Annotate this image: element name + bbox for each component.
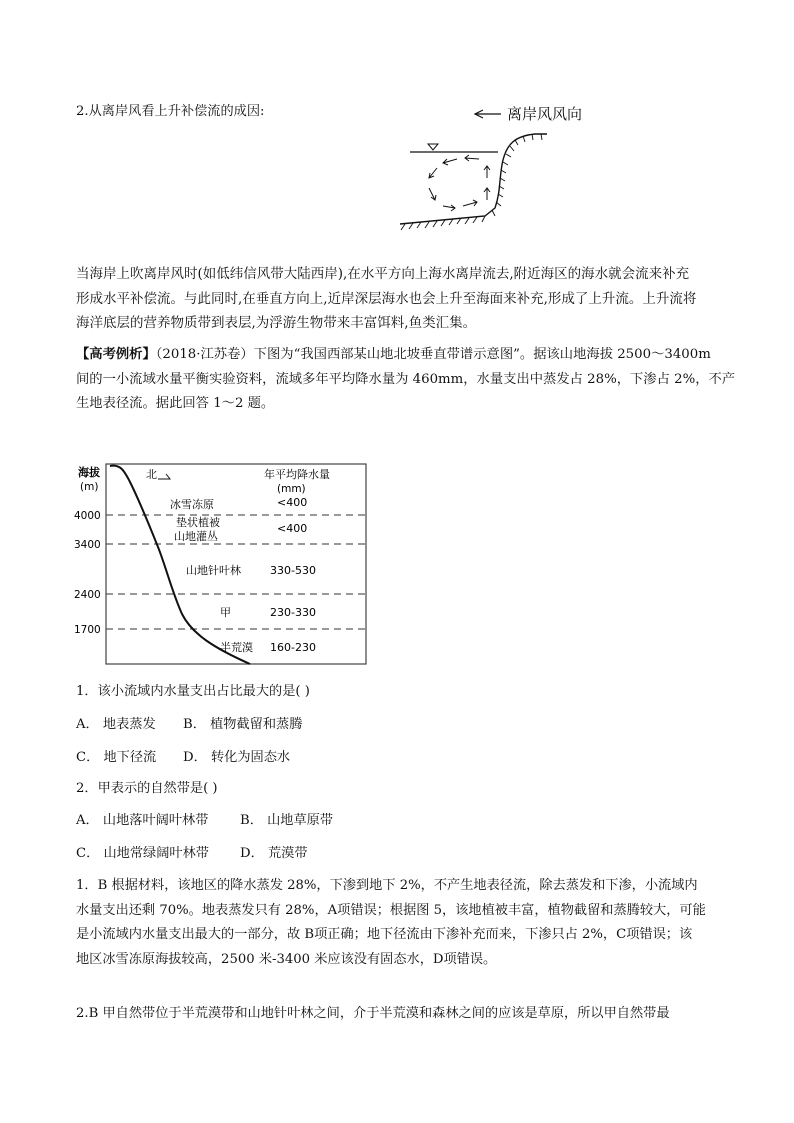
circulation-arrows [429, 155, 490, 211]
example-tag: 【高考例析】 [76, 347, 156, 362]
zone-precip: 330-530 [270, 564, 316, 577]
answer-line: 水量支出还剩 70%。地表蒸发只有 28%，A项错误；根据图 5，该地植被丰富，植物截留和蒸腾较大，可能 [76, 902, 706, 918]
seabed-hatching [401, 134, 542, 230]
zone-name: 山地针叶林 [186, 564, 241, 577]
example-line: （2018·江苏卷）下图为“我国西部某山地北坡垂直带谱示意图”。据该山地海拔 2500～3400m [155, 347, 711, 362]
q1-option-a: A． 地表蒸发 [76, 717, 156, 732]
explanation-line: 当海岸上吹离岸风时(如低纬信风带大陆西岸),在水平方向上海水离岸流去,附近海区的海水就会流来补充 [76, 266, 690, 282]
zone-precip: 230-330 [270, 606, 316, 619]
answer-line: 是小流域内水量支出最大的一部分，故 B项正确；地下径流由下渗补充而来，下渗只占 2%，C项错误；该 [76, 927, 693, 942]
zone-precip: <400 [277, 496, 308, 509]
elevation-tick: 3400 [74, 539, 101, 551]
example-line: 生地表径流。据此回答 1～2 题。 [76, 396, 275, 411]
zone-name: 山地灌丛 [174, 530, 218, 543]
precip-title: 年平均降水量 [264, 468, 330, 481]
answer-line: 2.B 甲自然带位于半荒漠带和山地针叶林之间，介于半荒漠和森林之间的应该是草原，所以甲自然带最 [76, 1006, 670, 1021]
q2-option-b: B． 山地草原带 [240, 813, 334, 828]
elevation-tick: 2400 [74, 589, 101, 601]
zone-precip: <400 [277, 522, 308, 535]
coastline [400, 134, 547, 224]
y-axis-unit: (m) [80, 481, 99, 493]
upwelling-diagram [395, 96, 635, 246]
explanation-line: 海洋底层的营养物质带到表层,为浮游生物带来丰富饵料,鱼类汇集。 [76, 315, 477, 331]
zone-name: 半荒漠 [220, 641, 253, 654]
section-heading: 2.从离岸风看上升补偿流的成因: [76, 104, 265, 119]
precip-unit: (mm) [277, 483, 306, 495]
y-axis-title: 海拔 [78, 466, 100, 479]
q1-option-c: C． 地下径流 [76, 750, 157, 765]
wind-direction-label: 离岸风风向 [507, 105, 583, 123]
answer-1-explanation [76, 874, 726, 972]
water-level-icon [428, 144, 438, 150]
explanation-line: 形成水平补偿流。与此同时,在垂直方向上,近岸深层海水也会上升至海面来补充,形成了上升流。上升流将 [76, 290, 697, 307]
elevation-tick: 4000 [74, 510, 101, 522]
q2-option-d: D． 荒漠带 [240, 846, 308, 861]
q2-option-a: A． 山地落叶阔叶林带 [76, 813, 209, 828]
vertical-zonation-diagram [74, 462, 374, 667]
answer-2-explanation [76, 1002, 726, 1027]
answer-line: 1．B 根据材料，该地区的降水蒸发 28%，下渗到地下 2%，不产生地表径流，除去蒸发和下渗，小流域内 [76, 878, 698, 893]
question-2-stem: 2．甲表示的自然带是( ) [76, 781, 218, 796]
zone-precip: 160-230 [270, 641, 316, 654]
answer-line: 地区冰雪冻原海拔较高，2500 米-3400 米应该没有固态水，D项错误。 [76, 951, 497, 967]
q1-option-b: B． 植物截留和蒸腾 [183, 717, 303, 732]
q1-option-d: D． 转化为固态水 [183, 750, 291, 765]
question-1-stem: 1．该小流域内水量支出占比最大的是( ) [76, 684, 310, 699]
explanation-paragraph [76, 262, 726, 336]
example-line: 间的一小流域水量平衡实验资料，流域多年平均降水量为 460mm，水量支出中蒸发占 28%，下渗占 2%，不产 [76, 371, 736, 387]
north-label: 北 [146, 468, 157, 481]
q2-option-c: C． 山地常绿阔叶林带 [76, 846, 209, 861]
example-intro [76, 343, 736, 417]
elevation-tick: 1700 [74, 624, 101, 636]
zone-name: 冰雪冻原 [170, 498, 214, 511]
zone-name: 垫状植被 [176, 516, 220, 529]
zone-name: 甲 [220, 606, 231, 619]
